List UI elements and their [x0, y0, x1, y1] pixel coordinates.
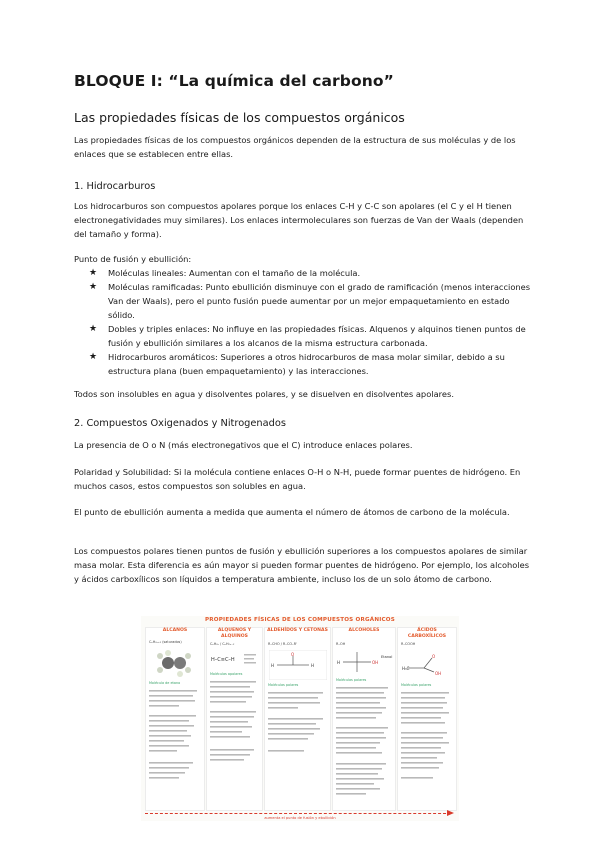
column-heading: ALQUENOS Y ALQUINOS [217, 628, 252, 639]
svg-text:H: H [311, 663, 315, 668]
hidrocarburos-bullet-list [74, 266, 536, 378]
svg-text:H–C≡C–H: H–C≡C–H [211, 657, 235, 663]
column-heading: ALCOHOLES [348, 628, 380, 633]
list-item: ★ Moléculas lineales: Aumentan con el tamaño de la molécula. [89, 268, 361, 278]
star-bullet-icon: ★ [89, 352, 98, 362]
fusion-label: Punto de fusión y ebullición: [74, 254, 192, 264]
molecule-image [156, 648, 192, 678]
column-text-lines [210, 681, 260, 801]
column-text-lines [336, 687, 392, 807]
column-formula: R–CHO / R–CO–R' [268, 642, 298, 646]
column-formula: CₙH₂ₙ₊₂ (saturados) [149, 640, 182, 644]
document-title: BLOQUE I: “La química del carbono” [74, 72, 394, 90]
star-bullet-icon: ★ [89, 282, 98, 292]
structural-formula-image [269, 650, 327, 680]
column-text-lines [149, 690, 201, 805]
svg-text:Etanol: Etanol [381, 655, 393, 659]
oxigenados-paragraph-4: Los compuestos polares tienen puntos de fusión y ebullición superiores a los compuestos apolares de similar masa molar. Esta diferencia es aún mayor si pueden formar puentes de hidrógeno. Por ejemplo, los alcoholes y ácidos carboxílicos son líquidos a temperatura ambiente, incluso los de un solo átomo de carbono. [74, 546, 530, 584]
hidrocarburos-heading: 1. Hidrocarburos [74, 181, 156, 192]
column-formula: R–OH [336, 642, 346, 646]
infographic-title: PROPIEDADES FÍSICAS DE LOS COMPUESTOS ORGÁNICOS [204, 617, 395, 623]
column-heading: ALDEHÍDOS Y CETONAS [267, 628, 328, 633]
column-heading: ALCANOS [162, 628, 188, 633]
intro-paragraph: Las propiedades físicas de los compuestos orgánicos dependen de la estructura de sus moléculas y de los enlaces que se establecen entre ellas. [74, 135, 516, 159]
infographic-column-alquenos [206, 627, 263, 811]
hidrocarburos-paragraph: Los hidrocarburos son compuestos apolares porque los enlaces C-H y C-C son apolares (el C y el H tienen electronegatividades muy similares). Los enlaces intermoleculares son fuerzas de Van der Waals (dependen del tamaño y forma). [74, 201, 524, 239]
column-text-lines [268, 692, 326, 802]
section-heading: Las propiedades físicas de los compuestos orgánicos [74, 110, 405, 125]
svg-text:H₃C: H₃C [402, 666, 410, 671]
structural-formula-image [337, 648, 393, 676]
svg-text:O: O [291, 652, 295, 657]
list-item: ★ Hidrocarburos aromáticos: Superiores a otros hidrocarburos de masa molar similar, debido a su estructura plana (buen empaquetamiento) y las interacciones. [89, 352, 505, 376]
svg-text:OH: OH [372, 660, 379, 665]
svg-text:H: H [337, 660, 341, 665]
svg-text:OH: OH [435, 671, 442, 676]
structural-formula-image [402, 650, 452, 680]
column-subheading: Moléculas apolares [210, 672, 243, 676]
infographic-footer: aumenta el punto de fusión y ebullición [264, 816, 336, 820]
infographic-column-aldehidos [264, 627, 331, 811]
column-subheading: Molécula de etano [149, 681, 181, 685]
svg-text:H: H [271, 663, 275, 668]
column-subheading: Moléculas polares [268, 683, 299, 687]
list-item: ★ Dobles y triples enlaces: No influye en las propiedades físicas. Alquenos y alquinos tienen puntos de fusión y ebullición similares a los alcanos de la misma estructura carbonada. [89, 324, 526, 348]
list-item: ★ Moléculas ramificadas: Punto ebullición disminuye con el grado de ramificación (menos interacciones Van der Waals), pero el punto fusión puede aumentar por un mejor empaquetamiento en estado sólido. [89, 282, 531, 320]
svg-text:O: O [432, 654, 436, 659]
insolubles-paragraph: Todos son insolubles en agua y disolventes polares, y se disuelven en disolventes apolares. [74, 389, 454, 399]
oxigenados-paragraph-1: La presencia de O o N (más electronegativos que el C) introduce enlaces polares. [74, 440, 413, 450]
oxigenados-paragraph-3: El punto de ebullición aumenta a medida que aumenta el número de átomos de carbono de la molécula. [74, 507, 510, 517]
trend-arrow-line [145, 813, 451, 814]
column-heading: ÁCIDOS CARBOXÍLICOS [407, 628, 447, 639]
infographic [141, 616, 459, 821]
infographic-column-acidos [397, 627, 457, 811]
structural-formula-image [211, 650, 259, 668]
column-formula: R–COOH [401, 642, 416, 646]
column-formula: CₙH₂ₙ / CₙH₂ₙ₋₂ [210, 642, 235, 646]
oxigenados-heading: 2. Compuestos Oxigenados y Nitrogenados [74, 418, 286, 429]
infographic-column-alcoholes [332, 627, 396, 811]
star-bullet-icon: ★ [89, 268, 98, 278]
star-bullet-icon: ★ [89, 324, 98, 334]
column-text-lines [401, 692, 453, 807]
column-subheading: Moléculas polares [401, 683, 432, 687]
infographic-column-alcanos [145, 627, 205, 811]
oxigenados-paragraph-2: Polaridad y Solubilidad: Si la molécula contiene enlaces O-H o N-H, puede formar puentes de hidrógeno. En muchos casos, estos compuestos son solubles en agua. [74, 467, 521, 491]
column-subheading: Moléculas polares [336, 678, 367, 682]
